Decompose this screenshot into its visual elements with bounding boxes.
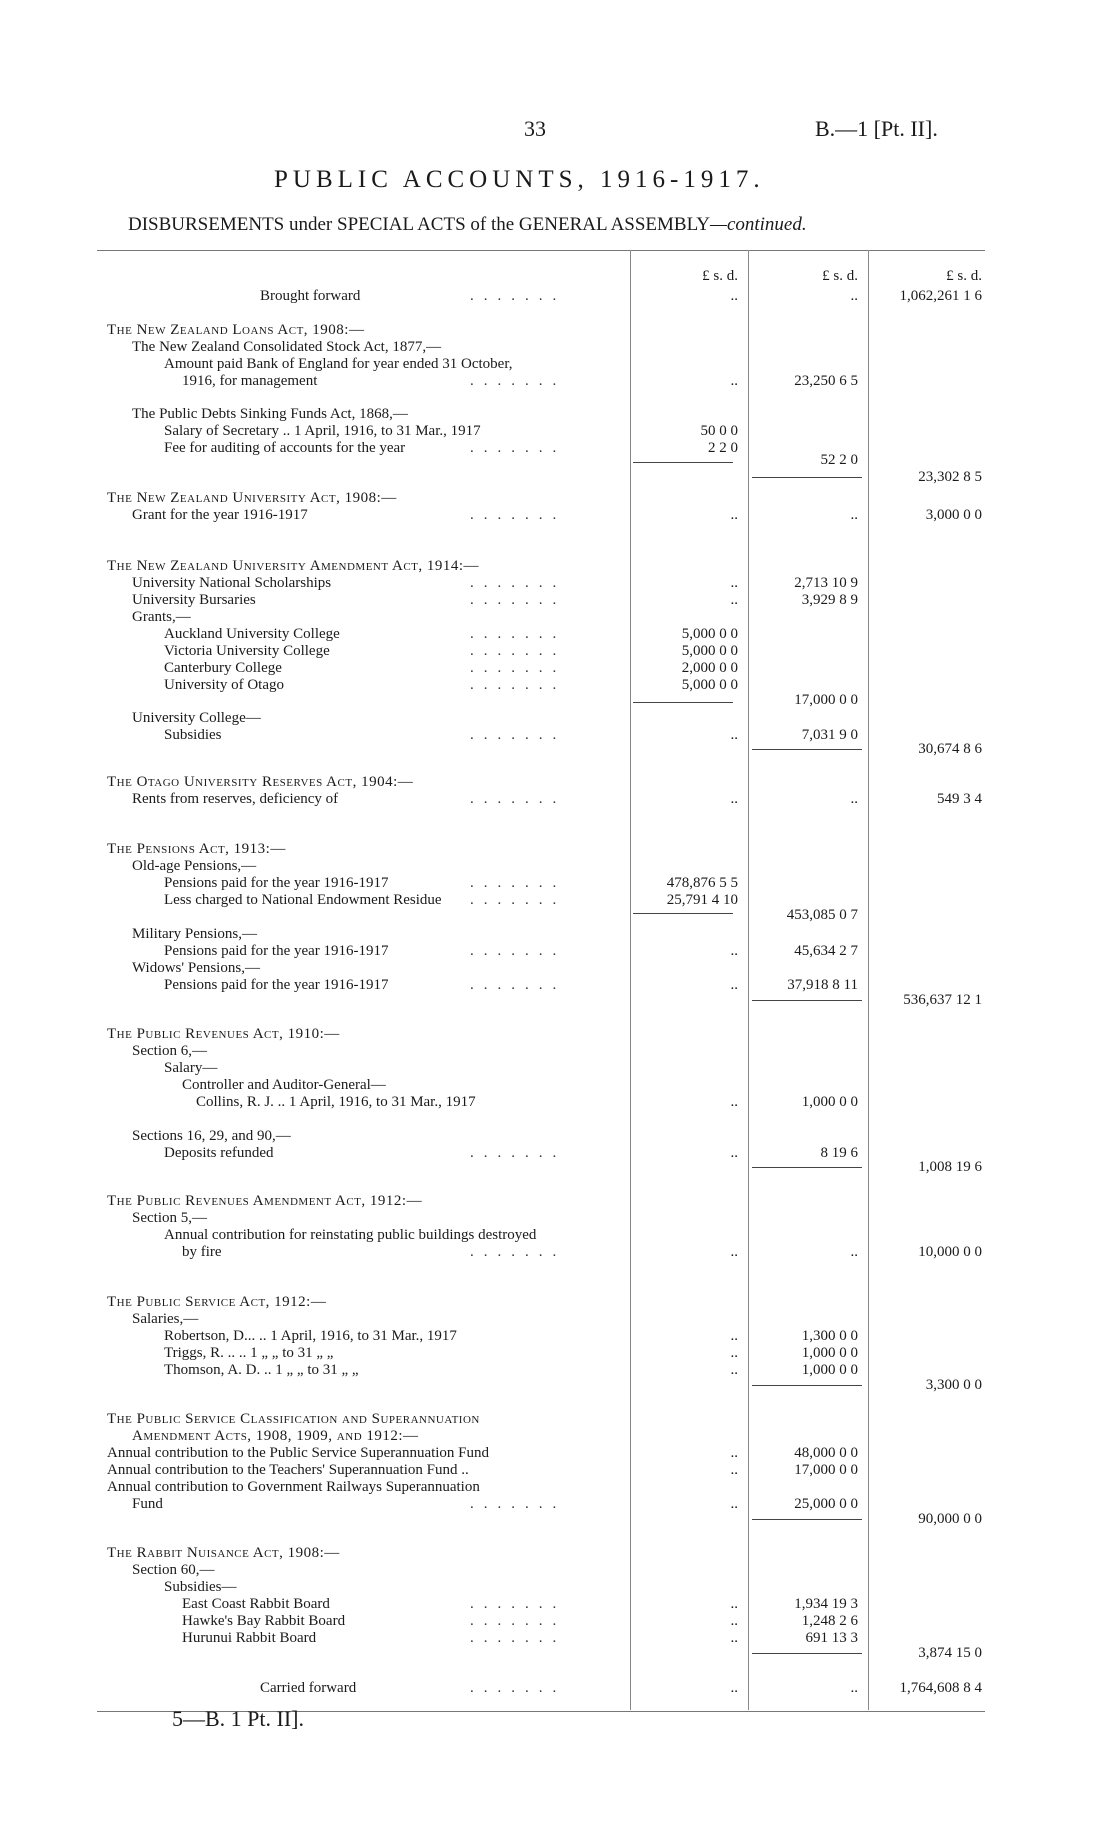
amount-c2: 52 2 0: [820, 452, 858, 468]
table-row: [0, 1645, 1114, 1662]
table-row: [0, 1294, 1114, 1311]
row-description: Pensions paid for the year 1916-1917: [164, 875, 389, 891]
dot-leader: .......: [470, 626, 567, 642]
table-row: [0, 507, 1114, 524]
amount-c1: 478,876 5 5: [666, 875, 738, 891]
table-row: [0, 1043, 1114, 1060]
subtotal-rule: [752, 1653, 862, 1654]
table-row: [0, 1545, 1114, 1562]
table-row: [0, 423, 1114, 440]
dot-leader: .......: [470, 1613, 567, 1629]
amount-c2: 1,934 19 3: [794, 1596, 858, 1612]
amount-c1: 5,000 0 0: [681, 626, 738, 642]
table-row: [0, 1193, 1114, 1210]
amount-c2: 1,300 0 0: [801, 1328, 858, 1344]
dot-leader: .......: [470, 1244, 567, 1260]
table-row: [0, 322, 1114, 339]
amount-c1: ..: [730, 1145, 738, 1161]
table-row: [0, 1060, 1114, 1077]
table-row: [0, 774, 1114, 791]
dot-leader: .......: [470, 660, 567, 676]
subtotal-rule: [633, 702, 733, 703]
amount-c1: 5,000 0 0: [681, 643, 738, 659]
table-row: [0, 943, 1114, 960]
amount-c2: 3,929 8 9: [801, 592, 858, 608]
amount-c2: 48,000 0 0: [794, 1445, 858, 1461]
act-heading: The Public Revenues Act, 1910:—: [107, 1026, 340, 1042]
table-row: [0, 1562, 1114, 1579]
table-row: [0, 356, 1114, 373]
table-row: [0, 469, 1114, 486]
row-description: Grant for the year 1916-1917: [132, 507, 308, 523]
amount-c2: ..: [850, 507, 858, 523]
row-description: Salary—: [164, 1060, 218, 1076]
currency-header-row: [0, 268, 1114, 285]
table-row: [0, 692, 1114, 709]
subtotal-rule: [752, 1000, 862, 1001]
amount-c2: 1,000 0 0: [801, 1362, 858, 1378]
amount-c3: 30,674 8 6: [918, 741, 982, 757]
dot-leader: .......: [470, 592, 567, 608]
row-description: The New Zealand Consolidated Stock Act, 1877,—: [132, 339, 442, 355]
amount-c1: ..: [730, 1496, 738, 1512]
amount-c3: 3,874 15 0: [918, 1645, 982, 1661]
table-row: [0, 660, 1114, 677]
row-description: Carried forward: [260, 1680, 357, 1696]
amount-c2: 17,000 0 0: [794, 692, 858, 708]
row-description: Rents from reserves, deficiency of: [132, 791, 339, 807]
currency-header: £ s. d.: [702, 268, 738, 284]
row-description: 1916, for management: [182, 373, 318, 389]
amount-c1: ..: [730, 575, 738, 591]
act-heading: The New Zealand University Amendment Act, 1914:—: [107, 558, 480, 574]
row-description: Brought forward: [260, 288, 361, 304]
table-row: [0, 1479, 1114, 1496]
amount-c3: 1,008 19 6: [918, 1159, 982, 1175]
dot-leader: .......: [470, 373, 567, 389]
amount-c1: ..: [730, 507, 738, 523]
table-row: [0, 1428, 1114, 1445]
amount-c3: 1,062,261 1 6: [899, 288, 982, 304]
dot-leader: .......: [470, 677, 567, 693]
amount-c2: 1,248 2 6: [801, 1613, 858, 1629]
row-description: Annual contribution to the Public Service Superannuation Fund: [107, 1445, 490, 1461]
dot-leader: .......: [470, 791, 567, 807]
table-row: [0, 926, 1114, 943]
table-row: [0, 1128, 1114, 1145]
table-row: [0, 1345, 1114, 1362]
page-title: PUBLIC ACCOUNTS, 1916-1917.: [274, 166, 765, 193]
row-description: Annual contribution to Government Railways Superannuation: [107, 1479, 480, 1495]
row-description: The Public Debts Sinking Funds Act, 1868,—: [132, 406, 408, 422]
dot-leader: .......: [470, 288, 567, 304]
act-heading: The New Zealand Loans Act, 1908:—: [107, 322, 365, 338]
amount-c2: ..: [850, 1244, 858, 1260]
table-row: [0, 1411, 1114, 1428]
row-description: Grants,—: [132, 609, 191, 625]
table-row: [0, 741, 1114, 758]
row-description: Section 6,—: [132, 1043, 207, 1059]
amount-c2: 7,031 9 0: [801, 727, 858, 743]
dot-leader: .......: [470, 1145, 567, 1161]
row-description: Fee for auditing of accounts for the year: [164, 440, 406, 456]
row-description: Hawke's Bay Rabbit Board: [182, 1613, 346, 1629]
subtotal-rule: [633, 462, 733, 463]
amount-c2: 453,085 0 7: [786, 907, 858, 923]
table-row: [0, 1159, 1114, 1176]
act-heading: The New Zealand University Act, 1908:—: [107, 490, 397, 506]
subtotal-rule: [752, 749, 862, 750]
amount-c2: 691 13 3: [805, 1630, 858, 1646]
amount-c1: ..: [730, 1094, 738, 1110]
table-row: [0, 875, 1114, 892]
table-row: [0, 1094, 1114, 1111]
table-row: [0, 1462, 1114, 1479]
act-heading: Amendment Acts, 1908, 1909, and 1912:—: [132, 1428, 419, 1444]
page-footer: 5—B. 1 Pt. II].: [172, 1706, 304, 1731]
row-description: Sections 16, 29, and 90,—: [132, 1128, 291, 1144]
table-row: [0, 490, 1114, 507]
amount-c3: 10,000 0 0: [918, 1244, 982, 1260]
row-description: Section 5,—: [132, 1210, 207, 1226]
row-description: University College—: [132, 710, 261, 726]
dot-leader: .......: [470, 977, 567, 993]
amount-c1: ..: [730, 727, 738, 743]
table-row: [0, 992, 1114, 1009]
row-description: Deposits refunded: [164, 1145, 274, 1161]
amount-c3: 536,637 12 1: [903, 992, 982, 1008]
table-row: [0, 609, 1114, 626]
dot-leader: .......: [470, 1596, 567, 1612]
row-description: Fund: [132, 1496, 163, 1512]
table-row: [0, 1210, 1114, 1227]
row-description: Subsidies: [164, 727, 222, 743]
table-row: [0, 452, 1114, 469]
row-description: Less charged to National Endowment Residue: [164, 892, 442, 908]
table-row: [0, 1445, 1114, 1462]
amount-c1: ..: [730, 1596, 738, 1612]
row-description: Military Pensions,—: [132, 926, 258, 942]
subtotal-rule: [752, 1519, 862, 1520]
amount-c1: 2 2 0: [708, 440, 738, 456]
subtitle-main: DISBURSEMENTS under SPECIAL ACTS of the GENERAL ASSEMBLY: [128, 214, 711, 235]
page-number: 33: [524, 116, 546, 141]
amount-c2: 8 19 6: [820, 1145, 858, 1161]
table-row: [0, 1579, 1114, 1596]
amount-c1: ..: [730, 943, 738, 959]
table-row: [0, 643, 1114, 660]
table-row: [0, 1311, 1114, 1328]
row-description: East Coast Rabbit Board: [182, 1596, 330, 1612]
row-description: Amount paid Bank of England for year ended 31 October,: [164, 356, 513, 372]
row-description: Section 60,—: [132, 1562, 215, 1578]
amount-c1: ..: [730, 373, 738, 389]
amount-c2: 45,634 2 7: [794, 943, 858, 959]
row-description: Victoria University College: [164, 643, 330, 659]
amount-c2: ..: [850, 288, 858, 304]
row-description: Pensions paid for the year 1916-1917: [164, 943, 389, 959]
amount-c1: ..: [730, 1345, 738, 1361]
table-row: [0, 841, 1114, 858]
amount-c3: 3,300 0 0: [925, 1377, 982, 1393]
row-description: Robertson, D... .. 1 April, 1916, to 31 Mar., 1917: [164, 1328, 457, 1344]
amount-c1: ..: [730, 1445, 738, 1461]
amount-c1: ..: [730, 1328, 738, 1344]
subtotal-rule: [752, 477, 862, 478]
document-reference: B.—1 [Pt. II].: [815, 116, 938, 141]
row-description: Salary of Secretary .. 1 April, 1916, to 31 Mar., 1917: [164, 423, 481, 439]
amount-c2: 1,000 0 0: [801, 1345, 858, 1361]
table-row: [0, 710, 1114, 727]
table-row: [0, 1680, 1114, 1697]
subtitle-suffix: —continued.: [710, 214, 807, 235]
table-row: [0, 339, 1114, 356]
act-heading: The Public Revenues Amendment Act, 1912:—: [107, 1193, 423, 1209]
table-row: [0, 1596, 1114, 1613]
amount-c1: 25,791 4 10: [666, 892, 738, 908]
amount-c2: ..: [850, 791, 858, 807]
amount-c1: ..: [730, 977, 738, 993]
row-description: Triggs, R. .. .. 1 „ „ to 31 „ „: [164, 1345, 334, 1361]
amount-c1: ..: [730, 288, 738, 304]
table-row: [0, 558, 1114, 575]
table-row: [0, 1613, 1114, 1630]
amount-c1: 50 0 0: [700, 423, 738, 439]
table-row: [0, 1227, 1114, 1244]
amount-c2: 1,000 0 0: [801, 1094, 858, 1110]
row-description: University Bursaries: [132, 592, 256, 608]
row-description: Salaries,—: [132, 1311, 199, 1327]
amount-c3: 23,302 8 5: [918, 469, 982, 485]
table-row: [0, 907, 1114, 924]
dot-leader: .......: [470, 507, 567, 523]
amount-c3: 3,000 0 0: [925, 507, 982, 523]
dot-leader: .......: [470, 575, 567, 591]
table-row: [0, 791, 1114, 808]
row-description: Canterbury College: [164, 660, 282, 676]
row-description: Thomson, A. D. .. 1 „ „ to 31 „ „: [164, 1362, 359, 1378]
dot-leader: .......: [470, 1680, 567, 1696]
row-description: by fire: [182, 1244, 222, 1260]
amount-c1: 5,000 0 0: [681, 677, 738, 693]
table-row: [0, 1026, 1114, 1043]
dot-leader: .......: [470, 943, 567, 959]
dot-leader: .......: [470, 440, 567, 456]
act-heading: The Rabbit Nuisance Act, 1908:—: [107, 1545, 340, 1561]
amount-c1: ..: [730, 592, 738, 608]
row-description: University of Otago: [164, 677, 284, 693]
row-description: Annual contribution for reinstating public buildings destroyed: [164, 1227, 537, 1243]
table-row: [0, 592, 1114, 609]
subtotal-rule: [752, 1385, 862, 1386]
amount-c1: ..: [730, 1630, 738, 1646]
amount-c3: 90,000 0 0: [918, 1511, 982, 1527]
table-row: [0, 1077, 1114, 1094]
amount-c2: 17,000 0 0: [794, 1462, 858, 1478]
act-heading: The Otago University Reserves Act, 1904:—: [107, 774, 414, 790]
amount-c2: 25,000 0 0: [794, 1496, 858, 1512]
amount-c1: ..: [730, 791, 738, 807]
subtotal-rule: [633, 913, 733, 914]
amount-c1: ..: [730, 1244, 738, 1260]
dot-leader: .......: [470, 1630, 567, 1646]
row-description: Old-age Pensions,—: [132, 858, 257, 874]
table-row: [0, 373, 1114, 390]
row-description: Auckland University College: [164, 626, 340, 642]
table-row: [0, 626, 1114, 643]
dot-leader: .......: [470, 892, 567, 908]
dot-leader: .......: [470, 643, 567, 659]
table-row: [0, 1377, 1114, 1394]
row-description: Annual contribution to the Teachers' Superannuation Fund ..: [107, 1462, 469, 1478]
row-description: Controller and Auditor-General—: [182, 1077, 386, 1093]
subtotal-rule: [752, 1167, 862, 1168]
amount-c2: ..: [850, 1680, 858, 1696]
table-row: [0, 1328, 1114, 1345]
amount-c3: 1,764,608 8 4: [899, 1680, 982, 1696]
amount-c2: 37,918 8 11: [787, 977, 858, 993]
table-row: [0, 575, 1114, 592]
amount-c1: ..: [730, 1680, 738, 1696]
page-subtitle: [128, 214, 807, 236]
table-row: [0, 288, 1114, 305]
table-row: [0, 406, 1114, 423]
row-description: Pensions paid for the year 1916-1917: [164, 977, 389, 993]
table-row: [0, 1511, 1114, 1528]
dot-leader: .......: [470, 1496, 567, 1512]
act-heading: The Pensions Act, 1913:—: [107, 841, 286, 857]
row-description: Subsidies—: [164, 1579, 237, 1595]
currency-header: £ s. d.: [822, 268, 858, 284]
row-description: Hurunui Rabbit Board: [182, 1630, 317, 1646]
amount-c1: 2,000 0 0: [681, 660, 738, 676]
table-row: [0, 960, 1114, 977]
row-description: Collins, R. J. .. 1 April, 1916, to 31 Mar., 1917: [196, 1094, 476, 1110]
currency-header: £ s. d.: [946, 268, 982, 284]
act-heading: The Public Service Classification and Superannuation: [107, 1411, 480, 1427]
amount-c2: 2,713 10 9: [794, 575, 858, 591]
amount-c1: ..: [730, 1462, 738, 1478]
dot-leader: .......: [470, 727, 567, 743]
amount-c3: 549 3 4: [937, 791, 982, 807]
amount-c1: ..: [730, 1362, 738, 1378]
amount-c2: 23,250 6 5: [794, 373, 858, 389]
table-row: [0, 858, 1114, 875]
dot-leader: .......: [470, 875, 567, 891]
act-heading: The Public Service Act, 1912:—: [107, 1294, 327, 1310]
table-row: [0, 1244, 1114, 1261]
row-description: Widows' Pensions,—: [132, 960, 260, 976]
amount-c1: ..: [730, 1613, 738, 1629]
row-description: University National Scholarships: [132, 575, 332, 591]
